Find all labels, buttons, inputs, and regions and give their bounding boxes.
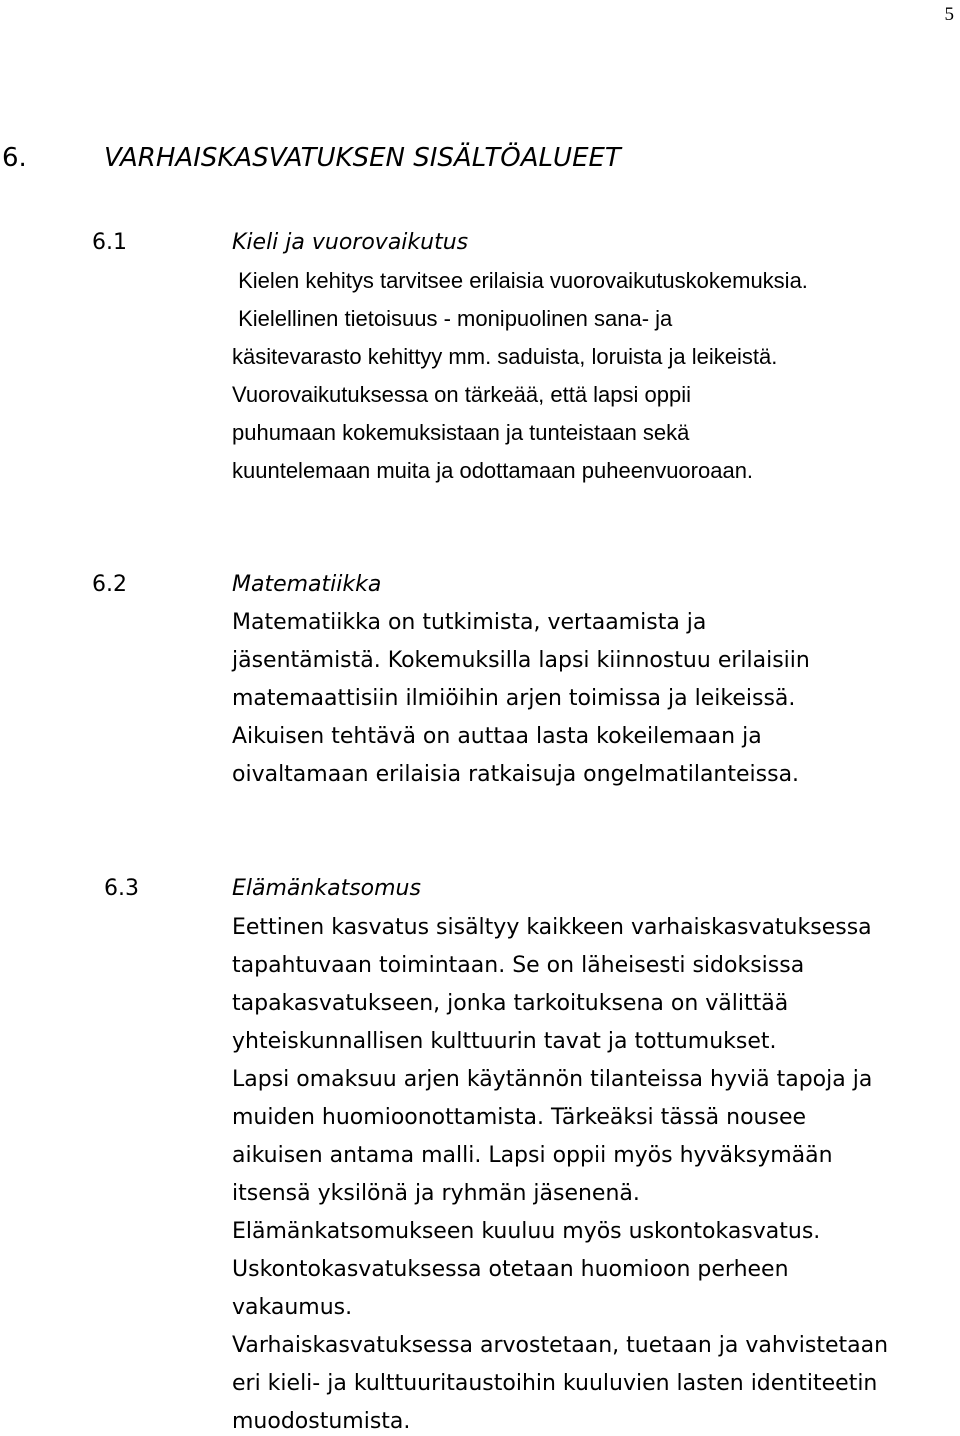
paragraph-line: jäsentämistä. Kokemuksilla lapsi kiinnostuu erilaisiin: [232, 648, 810, 673]
paragraph-line: matemaattisiin ilmiöihin arjen toimissa ja leikeissä.: [232, 686, 796, 711]
chapter-number: 6.: [2, 143, 27, 173]
paragraph-line: kuuntelemaan muita ja odottamaan puheenvuoroaan.: [232, 458, 754, 483]
paragraph-line: Kielellinen tietoisuus - monipuolinen sana- ja: [232, 306, 673, 331]
paragraph-line: Eettinen kasvatus sisältyy kaikkeen varhaiskasvatuksessa: [232, 915, 872, 940]
paragraph-line: Vuorovaikutuksessa on tärkeää, että lapsi oppii: [232, 382, 692, 407]
paragraph-line: tapahtuvaan toimintaan. Se on läheisesti sidoksissa: [232, 953, 805, 978]
paragraph-line: muodostumista.: [232, 1409, 411, 1434]
paragraph-line: vakaumus.: [232, 1295, 353, 1320]
paragraph-line: itsensä yksilönä ja ryhmän jäsenenä.: [232, 1181, 640, 1206]
paragraph-line: Aikuisen tehtävä on auttaa lasta kokeilemaan ja: [232, 724, 762, 749]
section-title: Kieli ja vuorovaikutus: [232, 230, 469, 255]
section-number: 6.3: [104, 876, 139, 901]
section-number: 6.1: [92, 230, 127, 255]
paragraph-line: muiden huomioonottamista. Tärkeäksi tässä nousee: [232, 1105, 807, 1130]
section-number: 6.2: [92, 572, 127, 597]
paragraph-line: aikuisen antama malli. Lapsi oppii myös hyväksymään: [232, 1143, 833, 1168]
paragraph-line: Kielen kehitys tarvitsee erilaisia vuorovaikutuskokemuksia.: [232, 268, 808, 293]
paragraph-line: Lapsi omaksuu arjen käytännön tilanteissa hyviä tapoja ja: [232, 1067, 873, 1092]
page-number: 5: [944, 4, 954, 25]
section-title: Elämänkatsomus: [232, 876, 421, 901]
paragraph-line: puhumaan kokemuksistaan ja tunteistaan sekä: [232, 420, 690, 445]
paragraph-line: Matematiikka on tutkimista, vertaamista ja: [232, 610, 707, 635]
paragraph-line: yhteiskunnallisen kulttuurin tavat ja tottumukset.: [232, 1029, 777, 1054]
paragraph-line: käsitevarasto kehittyy mm. saduista, loruista ja leikeistä.: [232, 344, 778, 369]
paragraph-line: eri kieli- ja kulttuuritaustoihin kuuluvien lasten identiteetin: [232, 1371, 878, 1396]
section-title: Matematiikka: [232, 572, 382, 597]
paragraph-line: tapakasvatukseen, jonka tarkoituksena on välittää: [232, 991, 789, 1016]
paragraph-line: oivaltamaan erilaisia ratkaisuja ongelmatilanteissa.: [232, 762, 800, 787]
paragraph-line: Elämänkatsomukseen kuuluu myös uskontokasvatus.: [232, 1219, 821, 1244]
paragraph-line: Varhaiskasvatuksessa arvostetaan, tuetaan ja vahvistetaan: [232, 1333, 889, 1358]
chapter-title: VARHAISKASVATUKSEN SISÄLTÖALUEET: [104, 143, 621, 173]
paragraph-line: Uskontokasvatuksessa otetaan huomioon perheen: [232, 1257, 789, 1282]
